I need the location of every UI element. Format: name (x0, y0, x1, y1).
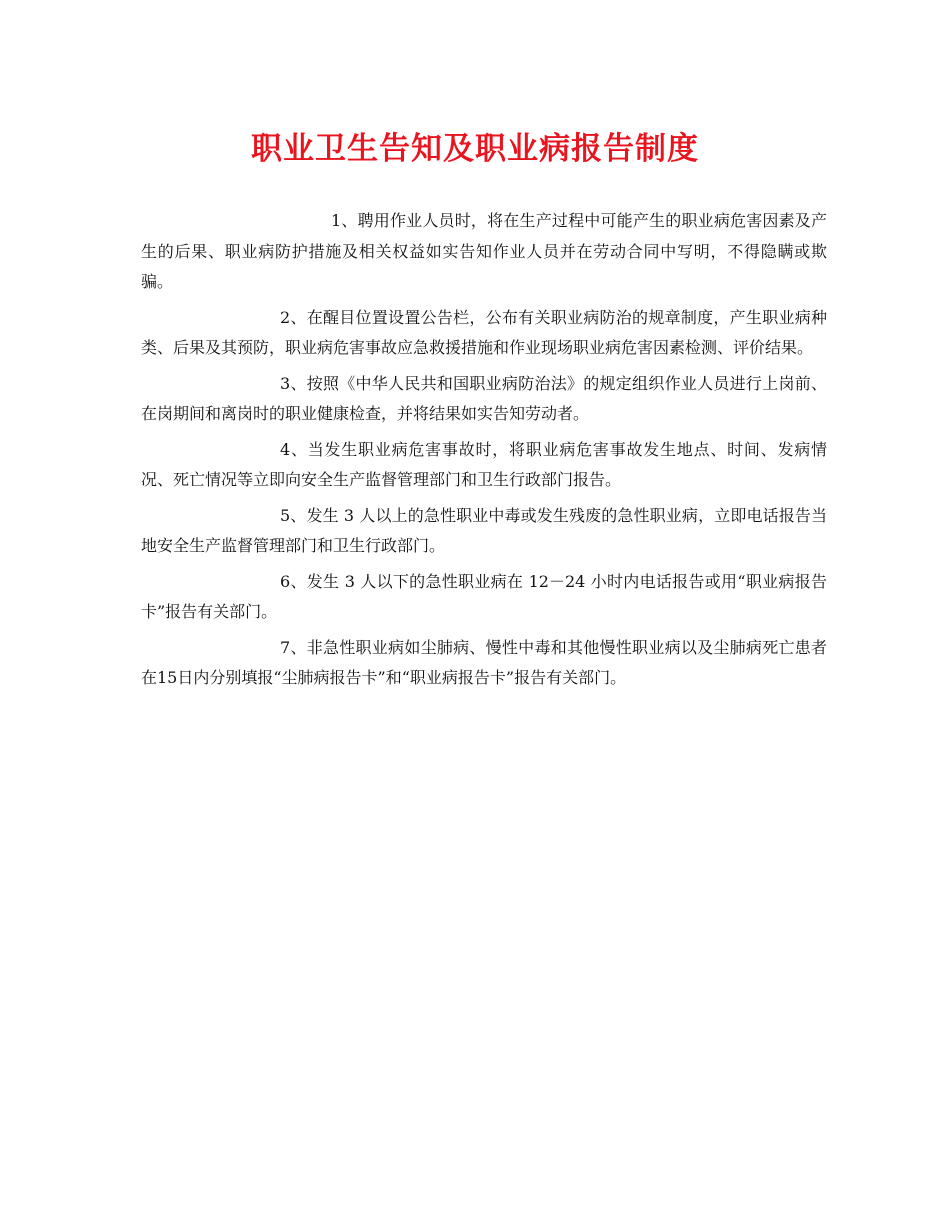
paragraph-6: 6、发生 3 人以下的急性职业病在 12－24 小时内电话报告或用“职业病报告卡”报告有关部门。 (141, 571, 827, 621)
paragraph-4: 4、当发生职业病危害事故时，将职业病危害事故发生地点、时间、发病情况、死亡情况等立即向安全生产监督管理部门和卫生行政部门报告。 (141, 439, 827, 489)
paragraph-1: 1、聘用作业人员时，将在生产过程中可能产生的职业病危害因素及产生的后果、职业病防护措施及相关权益如实告知作业人员并在劳动合同中写明，不得隐瞒或欺骗。 (141, 211, 827, 291)
paragraph-5: 5、发生 3 人以上的急性职业中毒或发生残废的急性职业病，立即电话报告当地安全生产监督管理部门和卫生行政部门。 (141, 505, 827, 555)
paragraph-7: 7、非急性职业病如尘肺病、慢性中毒和其他慢性职业病以及尘肺病死亡患者在15日内分别填报“尘肺病报告卡”和“职业病报告卡”报告有关部门。 (141, 637, 827, 687)
document-title: 职业卫生告知及职业病报告制度 (251, 131, 699, 167)
document-body (141, 206, 827, 699)
paragraph-2: 2、在醒目位置设置公告栏，公布有关职业病防治的规章制度，产生职业病种类、后果及其预防，职业病危害事故应急救援措施和作业现场职业病危害因素检测、评价结果。 (141, 307, 827, 357)
paragraph-3: 3、按照《中华人民共和国职业病防治法》的规定组织作业人员进行上岗前、在岗期间和离岗时的职业健康检查，并将结果如实告知劳动者。 (141, 373, 827, 423)
